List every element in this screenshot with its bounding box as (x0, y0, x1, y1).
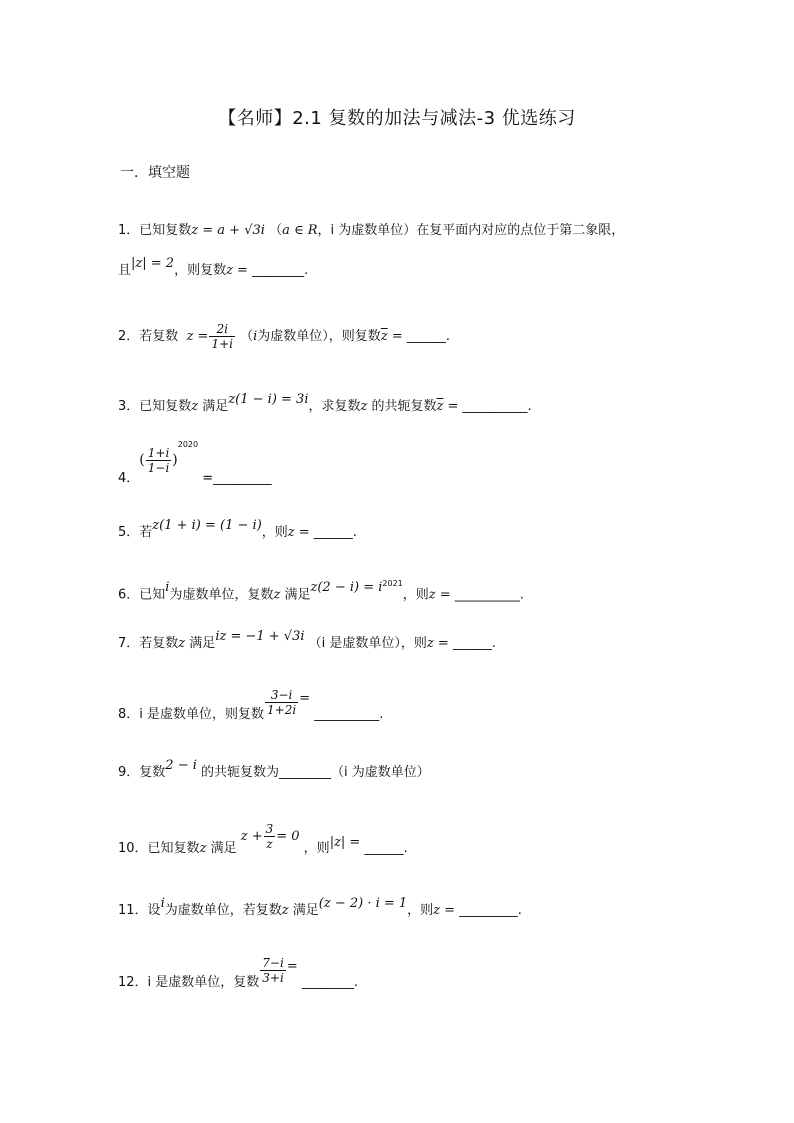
question-2: 2．若复数 z = $\frac{2i}{1+i}$ （i为虚数单位），则复数$\overline{z}$ = ______. (118, 322, 450, 351)
question-8: 8．i 是虚数单位，则复数 $\frac{3-i}{1+2i}$ = __________. (118, 688, 384, 722)
question-5: 5．若z(1 + i) = (1 − i)，则z = ______. (118, 518, 357, 540)
answer-blank: ______. (402, 329, 450, 344)
answer-blank: =_________ (202, 471, 272, 486)
answer-blank: ______. (360, 841, 408, 856)
q12-fraction: $\frac{7-i}{3+i}$ (262, 956, 284, 985)
question-6: 6．已知i为虚数单位，复数z 满足$z(2 - i) = i^{2021}$，则z = __________. (118, 579, 524, 603)
q5-equation: z(1 + i) = (1 − i) (152, 518, 262, 533)
q10-fraction: $\frac{3}{z}$ (265, 822, 274, 851)
question-4: 4．( $\frac{1+i}{1-i}$ )$^{2020}$ =_________ (118, 439, 272, 486)
answer-blank: ________. (297, 975, 358, 990)
q4-fraction: $\frac{1+i}{1-i}$ (147, 446, 170, 475)
answer-blank: __________. (450, 587, 524, 603)
q9-expression: 2 − i (165, 758, 197, 773)
question-7: 7．若复数z 满足iz = −1 + √3i （i 是虚数单位），则z = ______. (118, 629, 497, 651)
section-heading: 一．填空题 (120, 165, 190, 181)
question-11: 11．设i为虚数单位，若复数z 满足(z − 2) · i = 1，则z = _________. (118, 896, 522, 918)
question-9: 9．复数2 − i 的共轭复数为________（i 为虚数单位） (118, 758, 430, 780)
page-title: 【名师】2.1 复数的加法与减法-3 优选练习 (218, 108, 576, 129)
question-1-line2: 且|z| = 2，则复数z = ________. (118, 256, 309, 278)
q1-condition: a ∈ R (282, 223, 318, 238)
question-12: 12．i 是虚数单位，复数 $\frac{7-i}{3+i}$ = ________. (118, 956, 358, 990)
q6-equation: z(2 − i) = i (310, 580, 383, 596)
answer-blank: ________. (247, 263, 309, 278)
answer-blank: _________. (455, 903, 522, 918)
q1-abs: |z| = 2 (131, 256, 175, 271)
question-3: 3．已知复数z 满足z(1 − i) = 3i，求复数z 的共轭复数$\overline{z}$ = __________. (118, 392, 532, 414)
q8-fraction: $\frac{3-i}{1+2i}$ (267, 688, 297, 717)
q3-equation: z(1 − i) = 3i (228, 392, 309, 407)
answer-blank: __________. (310, 707, 384, 722)
q7-equation: iz = −1 + √3i (215, 629, 305, 644)
answer-blank: ______. (309, 525, 357, 540)
answer-blank: ______. (448, 636, 497, 651)
q2-fraction: $\frac{2i}{1+i}$ (211, 322, 233, 351)
question-1: 1．已知复数z = a + √3i （a ∈ R，i 为虚数单位）在复平面内对应的点位于第二象限， (118, 223, 625, 238)
q1-equation: z = a + √3i (191, 223, 265, 238)
q11-equation: (z − 2) · i = 1 (318, 896, 408, 911)
answer-blank: __________. (458, 399, 532, 414)
question-10: 10．已知复数z 满足 z + $\frac{3}{z}$ = 0 ，则|z| = ______. (118, 822, 408, 856)
